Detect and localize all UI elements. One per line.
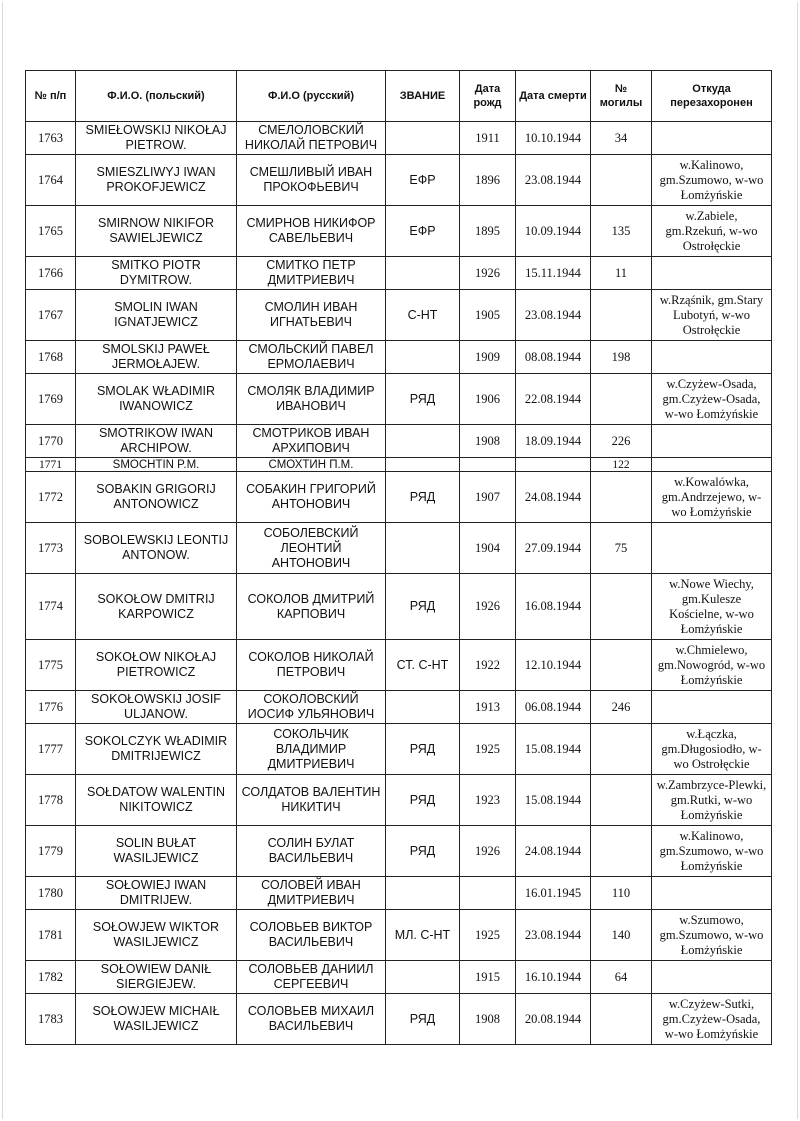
rank-cell (386, 257, 460, 290)
death-date-cell: 15.08.1944 (516, 724, 591, 775)
name-polish-cell: SOKOŁOW DMITRIJ KARPOWICZ (76, 574, 237, 640)
table-row (26, 425, 772, 458)
table-row (26, 961, 772, 994)
name-polish-cell: SOŁOWIEW DANIŁ SIERGIEJEW. (76, 961, 237, 994)
name-polish-cell: SOŁDATOW WALENTIN NIKITOWICZ (76, 775, 237, 826)
birth-year-cell: 1923 (460, 775, 516, 826)
name-polish-cell: SMIRNOW NIKIFOR SAWIELJEWICZ (76, 206, 237, 257)
name-russian-cell: СОЛОВЕЙ ИВАН ДМИТРИЕВИЧ (237, 877, 386, 910)
table-row (26, 910, 772, 961)
table-row (26, 826, 772, 877)
rank-cell: РЯД (386, 994, 460, 1045)
name-russian-cell: СОКОЛОВСКИЙ ИОСИФ УЛЬЯНОВИЧ (237, 691, 386, 724)
death-date-cell: 12.10.1944 (516, 640, 591, 691)
name-russian-cell: СМИРНОВ НИКИФОР САВЕЛЬЕВИЧ (237, 206, 386, 257)
birth-year-cell: 1907 (460, 472, 516, 523)
record-number-cell: 1773 (26, 523, 76, 574)
name-russian-cell: СОЛДАТОВ ВАЛЕНТИН НИКИТИЧ (237, 775, 386, 826)
rank-cell (386, 961, 460, 994)
record-number-cell: 1783 (26, 994, 76, 1045)
death-date-cell: 10.10.1944 (516, 122, 591, 155)
table-row (26, 155, 772, 206)
name-polish-cell: SOŁOWIEJ IWAN DMITRIJEW. (76, 877, 237, 910)
record-number-cell: 1778 (26, 775, 76, 826)
table-row (26, 122, 772, 155)
table-row (26, 724, 772, 775)
reburied-from-cell: w.Zambrzyce-Plewki, gm.Rutki, w-wo Łomżyńskie (652, 775, 772, 826)
birth-year-cell: 1913 (460, 691, 516, 724)
record-number-cell: 1768 (26, 341, 76, 374)
reburied-from-cell (652, 341, 772, 374)
record-number-cell: 1771 (26, 458, 76, 472)
death-date-cell: 16.08.1944 (516, 574, 591, 640)
birth-year-cell: 1922 (460, 640, 516, 691)
record-number-cell: 1774 (26, 574, 76, 640)
record-number-cell: 1763 (26, 122, 76, 155)
grave-number-cell (591, 724, 652, 775)
name-russian-cell: СОКОЛЬЧИК ВЛАДИМИР ДМИТРИЕВИЧ (237, 724, 386, 775)
birth-year-cell: 1911 (460, 122, 516, 155)
table-row (26, 472, 772, 523)
grave-number-cell: 11 (591, 257, 652, 290)
birth-year-cell: 1926 (460, 574, 516, 640)
header-cell: № п/п (26, 71, 76, 122)
birth-year-cell: 1926 (460, 257, 516, 290)
death-date-cell: 27.09.1944 (516, 523, 591, 574)
reburied-from-cell: w.Czyżew-Sutki, gm.Czyżew-Osada, w-wo Łomżyńskie (652, 994, 772, 1045)
header-cell: Ф.И.О (русский) (237, 71, 386, 122)
grave-number-cell (591, 472, 652, 523)
rank-cell (386, 425, 460, 458)
record-number-cell: 1765 (26, 206, 76, 257)
birth-year-cell (460, 458, 516, 472)
header-cell: ЗВАНИЕ (386, 71, 460, 122)
name-polish-cell: SMOCHTIN P.M. (76, 458, 237, 472)
reburied-from-cell (652, 691, 772, 724)
death-date-cell: 15.08.1944 (516, 775, 591, 826)
death-date-cell: 10.09.1944 (516, 206, 591, 257)
rank-cell: РЯД (386, 374, 460, 425)
rank-cell: С-НТ (386, 290, 460, 341)
death-date-cell: 15.11.1944 (516, 257, 591, 290)
rank-cell: РЯД (386, 826, 460, 877)
record-number-cell: 1781 (26, 910, 76, 961)
record-number-cell: 1772 (26, 472, 76, 523)
grave-number-cell (591, 155, 652, 206)
death-date-cell: 24.08.1944 (516, 472, 591, 523)
reburied-from-cell (652, 458, 772, 472)
birth-year-cell: 1904 (460, 523, 516, 574)
table-header-row (26, 71, 772, 122)
grave-number-cell (591, 374, 652, 425)
death-date-cell: 08.08.1944 (516, 341, 591, 374)
name-polish-cell: SOBAKIN GRIGORIJ ANTONOWICZ (76, 472, 237, 523)
reburied-from-cell: w.Kalinowo, gm.Szumowo, w-wo Łomżyńskie (652, 155, 772, 206)
name-polish-cell: SMITKO PIOTR DYMITROW. (76, 257, 237, 290)
name-russian-cell: СОБОЛЕВСКИЙ ЛЕОНТИЙ АНТОНОВИЧ (237, 523, 386, 574)
grave-number-cell: 226 (591, 425, 652, 458)
name-russian-cell: СМОЛИН ИВАН ИГНАТЬЕВИЧ (237, 290, 386, 341)
name-russian-cell: СОЛОВЬЕВ ДАНИИЛ СЕРГЕЕВИЧ (237, 961, 386, 994)
table-row (26, 374, 772, 425)
record-number-cell: 1770 (26, 425, 76, 458)
name-russian-cell: СМЕЛОЛОВСКИЙ НИКОЛАЙ ПЕТРОВИЧ (237, 122, 386, 155)
rank-cell (386, 691, 460, 724)
record-number-cell: 1764 (26, 155, 76, 206)
reburied-from-cell: w.Rząśnik, gm.Stary Lubotyń, w-wo Ostrołęckie (652, 290, 772, 341)
name-polish-cell: SOKOŁOW NIKOŁAJ PIETROWICZ (76, 640, 237, 691)
birth-year-cell: 1906 (460, 374, 516, 425)
record-number-cell: 1769 (26, 374, 76, 425)
name-russian-cell: СОБАКИН ГРИГОРИЙ АНТОНОВИЧ (237, 472, 386, 523)
name-polish-cell: SOKOŁOWSKIJ JOSIF ULJANOW. (76, 691, 237, 724)
grave-number-cell: 34 (591, 122, 652, 155)
reburied-from-cell (652, 961, 772, 994)
death-date-cell: 23.08.1944 (516, 910, 591, 961)
grave-number-cell: 198 (591, 341, 652, 374)
death-date-cell: 06.08.1944 (516, 691, 591, 724)
grave-number-cell: 75 (591, 523, 652, 574)
record-number-cell: 1782 (26, 961, 76, 994)
record-number-cell: 1767 (26, 290, 76, 341)
record-number-cell: 1766 (26, 257, 76, 290)
death-date-cell: 23.08.1944 (516, 155, 591, 206)
table-row (26, 341, 772, 374)
rank-cell (386, 523, 460, 574)
burial-records-table (25, 70, 772, 1045)
name-polish-cell: SOŁOWJEW WIKTOR WASILJEWICZ (76, 910, 237, 961)
name-russian-cell: СМОЛЯК ВЛАДИМИР ИВАНОВИЧ (237, 374, 386, 425)
name-russian-cell: СОКОЛОВ ДМИТРИЙ КАРПОВИЧ (237, 574, 386, 640)
header-cell: Откуда перезахоронен (652, 71, 772, 122)
death-date-cell: 24.08.1944 (516, 826, 591, 877)
grave-number-cell: 110 (591, 877, 652, 910)
reburied-from-cell (652, 877, 772, 910)
name-polish-cell: SOLIN BUŁAT WASILJEWICZ (76, 826, 237, 877)
record-number-cell: 1780 (26, 877, 76, 910)
table-row (26, 640, 772, 691)
name-polish-cell: SOBOLEWSKIJ LEONTIJ ANTONOW. (76, 523, 237, 574)
grave-number-cell: 64 (591, 961, 652, 994)
table-row (26, 206, 772, 257)
rank-cell: РЯД (386, 775, 460, 826)
reburied-from-cell: w.Chmielewo, gm.Nowogród, w-wo Łomżyńskie (652, 640, 772, 691)
grave-number-cell (591, 775, 652, 826)
reburied-from-cell (652, 523, 772, 574)
rank-cell: СТ. С-НТ (386, 640, 460, 691)
rank-cell (386, 458, 460, 472)
name-polish-cell: SMIESZLIWYJ IWAN PROKOFJEWICZ (76, 155, 237, 206)
rank-cell (386, 341, 460, 374)
rank-cell: МЛ. С-НТ (386, 910, 460, 961)
name-russian-cell: СОЛИН БУЛАТ ВАСИЛЬЕВИЧ (237, 826, 386, 877)
table-row (26, 458, 772, 472)
reburied-from-cell: w.Łączka, gm.Długosiodło, w-wo Ostrołęckie (652, 724, 772, 775)
grave-number-cell (591, 290, 652, 341)
name-russian-cell: СОКОЛОВ НИКОЛАЙ ПЕТРОВИЧ (237, 640, 386, 691)
reburied-from-cell (652, 122, 772, 155)
rank-cell: РЯД (386, 574, 460, 640)
name-russian-cell: СМИТКО ПЕТР ДМИТРИЕВИЧ (237, 257, 386, 290)
name-polish-cell: SMOLSKIJ PAWEŁ JERMOŁAJEW. (76, 341, 237, 374)
grave-number-cell: 246 (591, 691, 652, 724)
reburied-from-cell: w.Czyżew-Osada, gm.Czyżew-Osada, w-wo Łomżyńskie (652, 374, 772, 425)
birth-year-cell: 1926 (460, 826, 516, 877)
name-polish-cell: SMOLAK WŁADIMIR IWANOWICZ (76, 374, 237, 425)
reburied-from-cell: w.Zabiele, gm.Rzekuń, w-wo Ostrołęckie (652, 206, 772, 257)
header-cell: № могилы (591, 71, 652, 122)
grave-number-cell (591, 994, 652, 1045)
header-cell: Ф.И.О. (польский) (76, 71, 237, 122)
name-russian-cell: СОЛОВЬЕВ МИХАИЛ ВАСИЛЬЕВИЧ (237, 994, 386, 1045)
table-row (26, 877, 772, 910)
table-row (26, 290, 772, 341)
death-date-cell: 23.08.1944 (516, 290, 591, 341)
death-date-cell: 18.09.1944 (516, 425, 591, 458)
death-date-cell: 20.08.1944 (516, 994, 591, 1045)
birth-year-cell: 1908 (460, 425, 516, 458)
birth-year-cell: 1895 (460, 206, 516, 257)
reburied-from-cell: w.Kalinowo, gm.Szumowo, w-wo Łomżyńskie (652, 826, 772, 877)
reburied-from-cell (652, 257, 772, 290)
table-row (26, 775, 772, 826)
rank-cell (386, 877, 460, 910)
grave-number-cell: 140 (591, 910, 652, 961)
reburied-from-cell: w.Kowalówka, gm.Andrzejewo, w-wo Łomżyńskie (652, 472, 772, 523)
grave-number-cell (591, 640, 652, 691)
record-number-cell: 1777 (26, 724, 76, 775)
death-date-cell: 16.10.1944 (516, 961, 591, 994)
death-date-cell (516, 458, 591, 472)
rank-cell: ЕФР (386, 155, 460, 206)
grave-number-cell (591, 574, 652, 640)
birth-year-cell: 1908 (460, 994, 516, 1045)
reburied-from-cell: w.Szumowo, gm.Szumowo, w-wo Łomżyńskie (652, 910, 772, 961)
record-number-cell: 1779 (26, 826, 76, 877)
table-row (26, 257, 772, 290)
reburied-from-cell: w.Nowe Wiechy, gm.Kulesze Kościelne, w-wo Łomżyńskie (652, 574, 772, 640)
rank-cell: ЕФР (386, 206, 460, 257)
rank-cell: РЯД (386, 724, 460, 775)
birth-year-cell: 1905 (460, 290, 516, 341)
record-number-cell: 1776 (26, 691, 76, 724)
birth-year-cell: 1896 (460, 155, 516, 206)
name-polish-cell: SOŁOWJEW MICHAIŁ WASILJEWICZ (76, 994, 237, 1045)
rank-cell (386, 122, 460, 155)
table-row (26, 574, 772, 640)
grave-number-cell: 135 (591, 206, 652, 257)
name-polish-cell: SMOLIN IWAN IGNATJEWICZ (76, 290, 237, 341)
death-date-cell: 16.01.1945 (516, 877, 591, 910)
grave-number-cell (591, 826, 652, 877)
name-russian-cell: СМОХТИН П.М. (237, 458, 386, 472)
header-cell: Дата смерти (516, 71, 591, 122)
name-russian-cell: СМОЛЬСКИЙ ПАВЕЛ ЕРМОЛАЕВИЧ (237, 341, 386, 374)
rank-cell: РЯД (386, 472, 460, 523)
name-russian-cell: СОЛОВЬЕВ ВИКТОР ВАСИЛЬЕВИЧ (237, 910, 386, 961)
name-polish-cell: SMOTRIKOW IWAN ARCHIPOW. (76, 425, 237, 458)
reburied-from-cell (652, 425, 772, 458)
record-number-cell: 1775 (26, 640, 76, 691)
death-date-cell: 22.08.1944 (516, 374, 591, 425)
name-russian-cell: СМЕШЛИВЫЙ ИВАН ПРОКОФЬЕВИЧ (237, 155, 386, 206)
name-polish-cell: SOKOLCZYK WŁADIMIR DMITRIJEWICZ (76, 724, 237, 775)
table-row (26, 523, 772, 574)
birth-year-cell (460, 877, 516, 910)
birth-year-cell: 1915 (460, 961, 516, 994)
birth-year-cell: 1925 (460, 724, 516, 775)
table-row (26, 994, 772, 1045)
grave-number-cell: 122 (591, 458, 652, 472)
header-cell: Дата рожд (460, 71, 516, 122)
birth-year-cell: 1909 (460, 341, 516, 374)
name-polish-cell: SMIEŁOWSKIJ NIKOŁAJ PIETROW. (76, 122, 237, 155)
name-russian-cell: СМОТРИКОВ ИВАН АРХИПОВИЧ (237, 425, 386, 458)
table-row (26, 691, 772, 724)
birth-year-cell: 1925 (460, 910, 516, 961)
